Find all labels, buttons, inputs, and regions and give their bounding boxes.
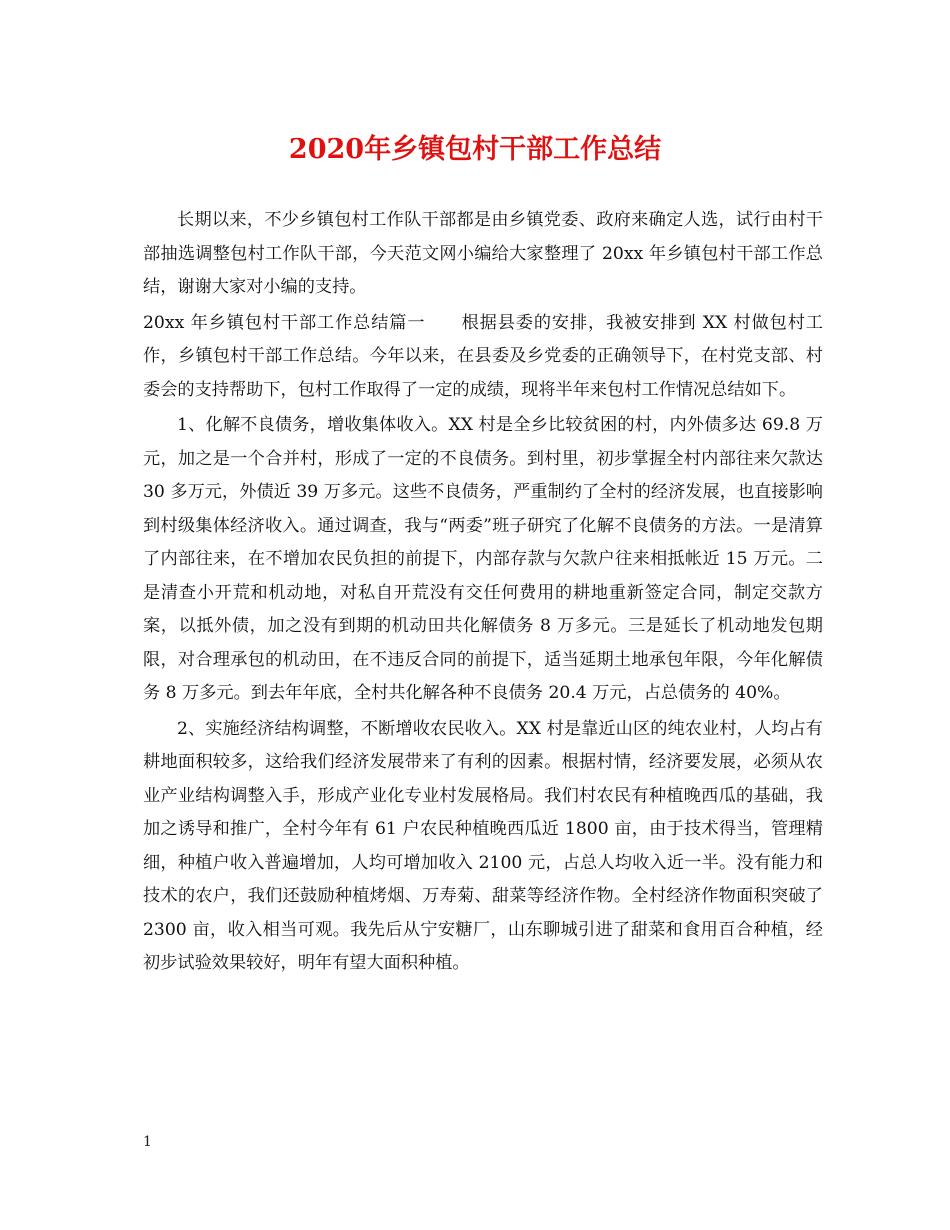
intro-paragraph: 长期以来，不少乡镇包村工作队干部都是由乡镇党委、政府来确定人选，试行由村干部抽选调整包村工作队干部，今天范文网小编给大家整理了 20xx 年乡镇包村干部工作总结，谢谢大家对小编的支持。 xyxy=(143,210,823,297)
document-title: 2020年乡镇包村干部工作总结 xyxy=(288,134,662,165)
section-one-paragraph: 20xx 年乡镇包村干部工作总结篇一 根据县委的安排，我被安排到 XX 村做包村工作，乡镇包村干部工作总结。今年以来，在县委及乡党委的正确领导下，在村党支部、村委会的支持帮助下，包村工作取得了一定的成绩，现将半年来包村工作情况总结如下。 xyxy=(143,312,823,400)
document-body xyxy=(143,204,823,981)
economic-structure-paragraph: 2、实施经济结构调整，不断增收农民收入。XX 村是靠近山区的纯农业村，人均占有耕地面积较多，这给我们经济发展带来了有利的因素。根据村情，经济要发展，必须从农业产业结构调整入手，形成产业化专业村发展格局。我们村农民有种植晚西瓜的基础，我加之诱导和推广，全村今年有 61 户农民种植晚西瓜近 1800 亩，由于技术得当，管理精细，种植户收入普遍增加，人均可增加收入 2100 元，占总人均收入近一半。没有能力和技术的农户，我们还鼓励种植烤烟、万寿菊、甜菜等经济作物。全村经济作物面积突破了 2300 亩，收入相当可观。我先后从宁安糖厂，山东聊城引进了甜菜和食用百合种植，经初步试验效果较好，明年有望大面积种植。 xyxy=(143,718,823,973)
page-number: 1 xyxy=(143,1134,152,1150)
debt-resolution-paragraph: 1、化解不良债务，增收集体收入。XX 村是全乡比较贫困的村，内外债多达 69.8 万元，加之是一个合并村，形成了一定的不良债务。到村里，初步掌握全村内部往来欠款达 30 多万元，外债近 39 万多元。这些不良债务，严重制约了全村的经济发展，也直接影响到村级集体经济收入。通过调查，我与“两委”班子研究了化解不良债务的方法。一是清算了内部往来，在不增加农民负担的前提下，内部存款与欠款户往来相抵帐近 15 万元。二是清查小开荒和机动地，对私自开荒没有交任何费用的耕地重新签定合同，制定交款方案，以抵外债，加之没有到期的机动田共化解债务 8 万多元。三是延长了机动地发包期限，对合理承包的机动田，在不违反合同的前提下，适当延期土地承包年限，今年化解债务 8 万多元。到去年年底，全村共化解各种不良债务 20.4 万元，占总债务的 40%。 xyxy=(143,415,823,703)
